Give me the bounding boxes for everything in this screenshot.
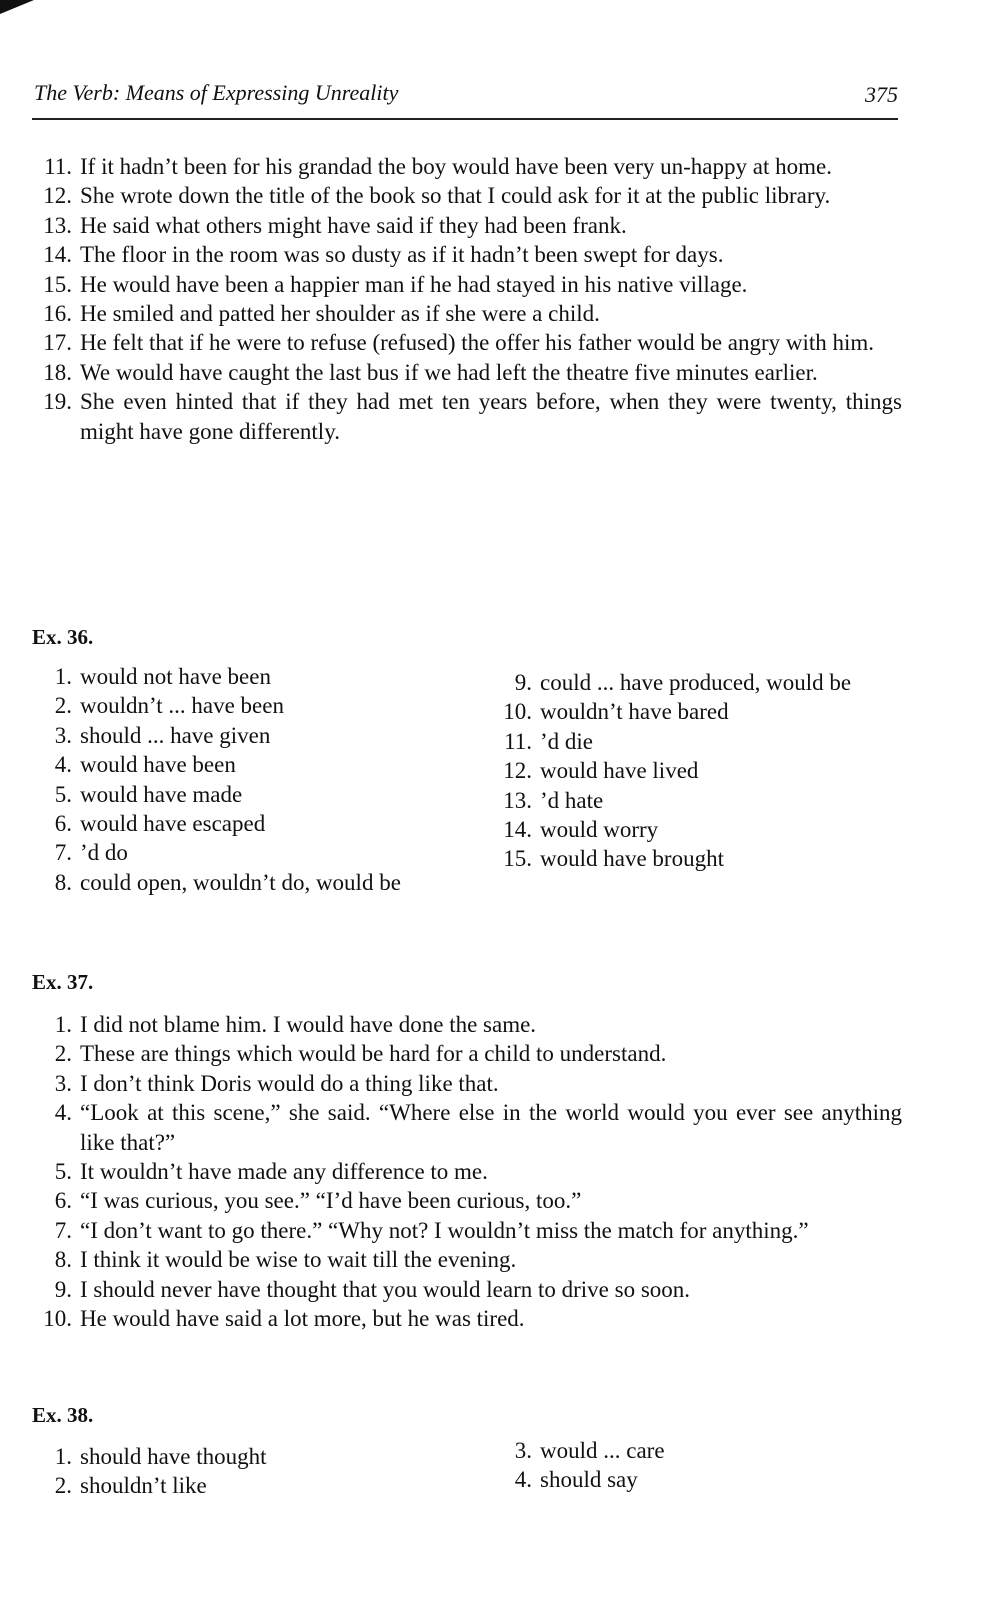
list-item — [32, 1069, 902, 1098]
exercise-37-list — [32, 1010, 902, 1333]
exercise-37-heading: Ex. 37. — [32, 970, 94, 994]
item-number: 6. — [54, 811, 72, 837]
exercise-36-left-column — [32, 662, 452, 897]
item-number: 2. — [54, 693, 72, 719]
list-item — [492, 786, 902, 815]
item-text: wouldn’t ... have been — [80, 693, 284, 719]
item-text: could open, wouldn’t do, would be — [80, 869, 401, 895]
item-number: 9. — [54, 1276, 72, 1302]
list-item — [32, 691, 452, 720]
list-item — [32, 270, 902, 299]
list-item — [32, 721, 452, 750]
list-item — [32, 838, 452, 867]
item-number: 14. — [503, 817, 532, 843]
item-number: 8. — [54, 1247, 72, 1273]
item-number: 4. — [514, 1467, 532, 1493]
item-text: If it hadn’t been for his grandad the boy would have been very un-happy at home. — [80, 154, 832, 179]
list-item — [492, 844, 902, 873]
item-text: should say — [540, 1467, 638, 1493]
item-number: 3. — [514, 1438, 532, 1463]
list-item — [32, 750, 452, 779]
item-number: 17. — [43, 330, 72, 356]
item-number: 2. — [54, 1041, 72, 1067]
item-number: 4. — [54, 752, 72, 778]
list-item — [32, 1186, 902, 1215]
item-text: ’d do — [80, 840, 128, 866]
item-number: 10. — [43, 1306, 72, 1332]
list-item — [492, 815, 902, 844]
item-text: would worry — [540, 817, 659, 843]
running-title: The Verb: Means of Expressing Unreality — [34, 80, 399, 105]
item-number: 11. — [44, 154, 72, 179]
item-text: would have been — [80, 752, 236, 778]
item-number: 11. — [504, 728, 532, 754]
item-text: I did not blame him. I would have done the same. — [80, 1012, 537, 1037]
list-item — [32, 780, 452, 809]
list-item — [32, 1275, 902, 1304]
list-item — [32, 1216, 902, 1245]
list-item — [32, 1010, 902, 1039]
item-number: 18. — [43, 359, 72, 385]
item-number: 1. — [54, 1012, 72, 1037]
running-head — [34, 80, 898, 110]
item-text: would have escaped — [80, 811, 266, 837]
item-number: 12. — [503, 758, 532, 784]
list-item — [492, 756, 902, 785]
item-number: 1. — [54, 664, 72, 689]
list-item — [32, 868, 452, 897]
item-text: It wouldn’t have made any difference to me. — [80, 1159, 488, 1185]
item-text: The floor in the room was so dusty as if it hadn’t been swept for days. — [80, 242, 724, 268]
list-item — [492, 1465, 902, 1494]
list-item — [32, 1098, 902, 1157]
item-text: “Look at this scene,” she said. “Where else in the world would you ever see anything like that?” — [80, 1100, 902, 1155]
exercise-36-heading: Ex. 36. — [32, 625, 94, 649]
item-text: would have brought — [540, 846, 724, 872]
exercise-38-heading: Ex. 38. — [32, 1403, 94, 1427]
list-item — [32, 1471, 452, 1500]
exercise-36-right-column — [492, 668, 902, 874]
page-number: 375 — [865, 82, 898, 107]
corner-print-mark — [0, 0, 34, 14]
item-text: I should never have thought that you would learn to drive so soon. — [80, 1276, 691, 1302]
list-item — [32, 387, 902, 446]
item-text: He would have been a happier man if he had stayed in his native village. — [80, 271, 748, 297]
item-number: 12. — [43, 183, 72, 209]
exercise-38-right-column — [492, 1436, 902, 1495]
item-text: could ... have produced, would be — [540, 670, 852, 695]
item-text: He smiled and patted her shoulder as if she were a child. — [80, 301, 600, 327]
item-number: 1. — [54, 1444, 72, 1469]
exercise-38-left-column — [32, 1442, 452, 1501]
item-number: 2. — [54, 1473, 72, 1499]
item-text: ’d hate — [540, 787, 604, 813]
item-text: should have thought — [80, 1444, 267, 1469]
item-number: 15. — [43, 271, 72, 297]
item-text: would have made — [80, 781, 243, 807]
item-number: 8. — [54, 869, 72, 895]
item-text: She wrote down the title of the book so that I could ask for it at the public library. — [80, 183, 831, 209]
list-item — [32, 662, 452, 691]
item-text: We would have caught the last bus if we had left the theatre five minutes earlier. — [80, 359, 818, 385]
item-text: He said what others might have said if they had been frank. — [80, 212, 627, 238]
list-item — [32, 809, 452, 838]
item-number: 6. — [54, 1188, 72, 1214]
item-text: These are things which would be hard for a child to understand. — [80, 1041, 667, 1067]
list-item — [32, 1304, 902, 1333]
list-item — [32, 1245, 902, 1274]
item-text: would not have been — [80, 664, 271, 689]
list-item — [32, 1157, 902, 1186]
item-number: 7. — [54, 840, 72, 866]
list-item — [492, 697, 902, 726]
list-item — [32, 152, 902, 181]
item-number: 5. — [54, 1159, 72, 1185]
item-text: “I was curious, you see.” “I’d have been curious, too.” — [80, 1188, 582, 1214]
item-number: 7. — [54, 1217, 72, 1243]
item-text: “I don’t want to go there.” “Why not? I wouldn’t miss the match for anything.” — [80, 1217, 809, 1243]
list-item — [32, 299, 902, 328]
item-text: would ... care — [540, 1438, 665, 1463]
item-text: She even hinted that if they had met ten years before, when they were twenty, things might have gone differently. — [80, 389, 902, 444]
list-item — [32, 181, 902, 210]
item-number: 15. — [503, 846, 532, 872]
item-number: 13. — [503, 787, 532, 813]
item-text: would have lived — [540, 758, 699, 784]
item-text: wouldn’t have bared — [540, 699, 729, 725]
item-number: 10. — [503, 699, 532, 725]
list-item — [492, 1436, 902, 1465]
list-item — [32, 211, 902, 240]
continued-answer-list — [32, 152, 902, 446]
item-text: I think it would be wise to wait till the evening. — [80, 1247, 517, 1273]
list-item — [32, 1442, 452, 1471]
list-item — [492, 727, 902, 756]
item-number: 19. — [43, 389, 72, 415]
item-number: 3. — [54, 722, 72, 748]
item-number: 16. — [43, 301, 72, 327]
item-text: shouldn’t like — [80, 1473, 207, 1499]
item-number: 9. — [514, 670, 532, 695]
list-item — [32, 358, 902, 387]
item-text: I don’t think Doris would do a thing like that. — [80, 1070, 499, 1096]
item-number: 4. — [54, 1100, 72, 1126]
list-item — [32, 240, 902, 269]
item-number: 13. — [43, 212, 72, 238]
item-text: ’d die — [540, 728, 594, 754]
item-text: He felt that if he were to refuse (refused) the offer his father would be angry with him. — [80, 330, 875, 356]
item-text: He would have said a lot more, but he was tired. — [80, 1306, 525, 1332]
item-number: 14. — [43, 242, 72, 268]
list-item — [492, 668, 902, 697]
header-rule — [32, 118, 898, 120]
item-text: should ... have given — [80, 722, 271, 748]
list-item — [32, 328, 902, 357]
item-number: 5. — [54, 781, 72, 807]
item-number: 3. — [54, 1070, 72, 1096]
list-item — [32, 1039, 902, 1068]
